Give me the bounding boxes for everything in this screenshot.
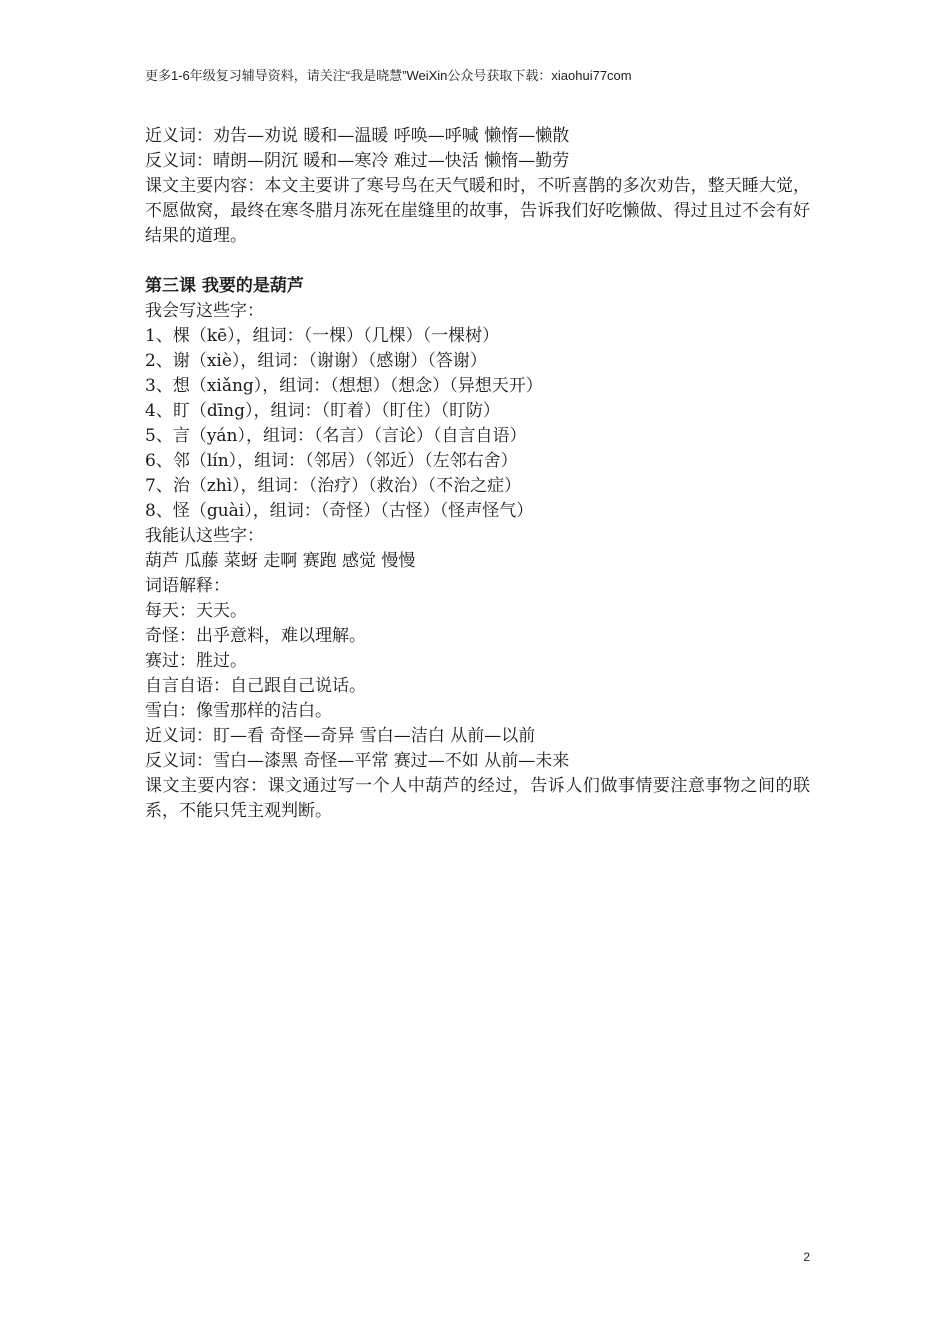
explain-heading: 词语解释： — [145, 576, 230, 596]
write-item: 7、治（zhì），组词：（治疗）（救治）（不治之症） — [145, 476, 522, 496]
lesson2-antonyms: 反义词：晴朗—阴沉 暖和—寒冷 难过—快活 懒惰—勤劳 — [145, 151, 570, 171]
recognize-heading: 我能认这些字： — [145, 526, 264, 546]
write-item: 2、谢（xiè），组词：（谢谢）（感谢）（答谢） — [145, 351, 487, 371]
page-number: 2 — [803, 1250, 810, 1264]
recognize-words: 葫芦 瓜藤 菜蚜 走啊 赛跑 感觉 慢慢 — [145, 551, 416, 571]
write-item: 6、邻（lín），组词：（邻居）（邻近）（左邻右舍） — [145, 451, 518, 471]
explanation-item: 雪白：像雪那样的洁白。 — [145, 701, 332, 721]
write-item: 3、想（xiǎng），组词：（想想）（想念）（异想天开） — [145, 376, 543, 396]
lesson3-synonyms: 近义词：盯—看 奇怪—奇异 雪白—洁白 从前—以前 — [145, 726, 536, 746]
page-body — [145, 124, 810, 824]
lesson2-summary: 课文主要内容：本文主要讲了寒号鸟在天气暖和时，不听喜鹊的多次劝告，整天睡大觉，不愿做窝，最终在寒冬腊月冻死在崖缝里的故事，告诉我们好吃懒做、得过且过不会有好结果的道理。 — [145, 176, 810, 246]
page-header: 更多1-6年级复习辅导资料，请关注“我是晓慧”WeiXin公众号获取下载：xiaohui77com — [145, 68, 632, 83]
explanation-item: 赛过：胜过。 — [145, 651, 247, 671]
write-item: 1、棵（kē），组词：（一棵）（几棵）（一棵树） — [145, 326, 500, 346]
section-spacer — [145, 249, 810, 274]
write-item: 5、言（yán），组词：（名言）（言论）（自言自语） — [145, 426, 527, 446]
write-heading: 我会写这些字： — [145, 301, 264, 321]
lesson3-summary: 课文主要内容：课文通过写一个人中葫芦的经过，告诉人们做事情要注意事物之间的联系，不能只凭主观判断。 — [145, 776, 810, 821]
lesson3-title: 第三课 我要的是葫芦 — [145, 276, 304, 296]
write-item: 4、盯（dīng），组词：（盯着）（盯住）（盯防） — [145, 401, 500, 421]
explanation-item: 自言自语：自己跟自己说话。 — [145, 676, 366, 696]
lesson2-synonyms: 近义词：劝告—劝说 暖和—温暖 呼唤—呼喊 懒惰—懒散 — [145, 126, 570, 146]
explanation-item: 每天：天天。 — [145, 601, 247, 621]
lesson3-antonyms: 反义词：雪白—漆黑 奇怪—平常 赛过—不如 从前—未来 — [145, 751, 570, 771]
explanation-item: 奇怪：出乎意料，难以理解。 — [145, 626, 366, 646]
write-item: 8、怪（guài），组词：（奇怪）（古怪）（怪声怪气） — [145, 501, 534, 521]
